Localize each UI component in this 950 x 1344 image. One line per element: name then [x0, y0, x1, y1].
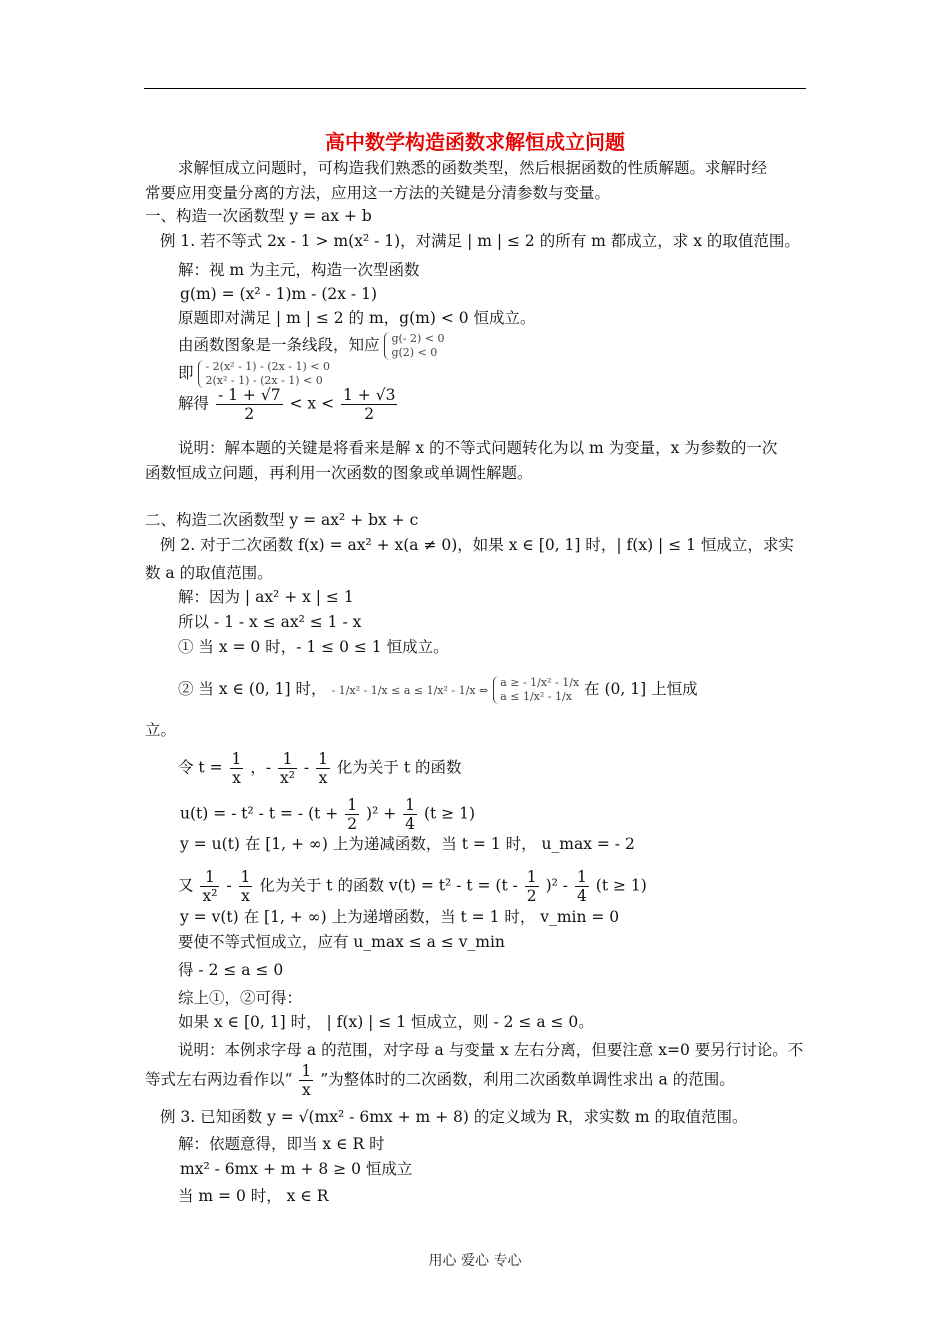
- fraction-denominator: x: [301, 1081, 311, 1099]
- fraction-denominator: x: [318, 769, 328, 787]
- text-segment: 化为关于 t 的函数: [336, 758, 462, 777]
- note-2-line-1: 说明：本例求字母 a 的范围，对字母 a 与变量 x 左右分离，但要注意 x=0 要另行讨论。不: [178, 1041, 804, 1059]
- fraction-upper-bound: [341, 386, 397, 423]
- fraction-denominator: 2: [526, 887, 537, 905]
- solution-2-line-1: 解：因为 | ax² + x | ≤ 1: [178, 588, 354, 606]
- fraction-denominator: 2: [347, 815, 358, 833]
- result-middle: < x <: [289, 394, 335, 413]
- solution-2-line-3: ① 当 x = 0 时，- 1 ≤ 0 ≤ 1 恒成立。: [178, 638, 449, 656]
- fraction-numerator: 1: [318, 750, 328, 768]
- text-segment: (t ≥ 1): [423, 804, 475, 823]
- solution-1-line-1: 解：视 m 为主元，构造一次型函数: [178, 261, 420, 279]
- fraction-denominator: 4: [576, 887, 587, 905]
- fraction-numerator: 1: [231, 750, 242, 768]
- fraction-numerator: 1: [526, 868, 537, 886]
- solution-1-line-4: [178, 332, 445, 360]
- solution-2-line-8: y = u(t) 在 [1, + ∞) 上为递减函数，当 t = 1 时， u_max = - 2: [180, 835, 635, 853]
- solution-1-line-2: g(m) = (x² - 1)m - (2x - 1): [180, 285, 377, 303]
- system-brace-2: [198, 360, 330, 388]
- fraction: [239, 868, 253, 905]
- fraction: [200, 868, 219, 905]
- example-1: 例 1. 若不等式 2x - 1 > m(x² - 1)，对满足 | m | ≤ 2 的所有 m 都成立，求 x 的取值范围。: [160, 232, 800, 250]
- system-1-row-b: g(2) < 0: [391, 346, 438, 359]
- solution-2-line-5: 立。: [145, 721, 177, 739]
- page-footer: 用心 爱心 专心: [428, 1253, 522, 1269]
- solution-1-line-4-text: 由函数图象是一条线段，知应: [178, 336, 380, 354]
- intro-line-2: 常要应用变量分离的方法，应用这一方法的关键是分清参数与变量。: [145, 184, 611, 202]
- case-2-inequality: - 1/x² - 1/x ≤ a ≤ 1/x² - 1/x ⇔: [331, 684, 489, 697]
- solution-2-line-13: 综上①，②可得：: [178, 989, 303, 1007]
- fraction: [403, 796, 417, 833]
- fraction-numerator: - 1 + √7: [217, 386, 281, 404]
- fraction-denominator: 4: [405, 815, 416, 833]
- solution-1-line-3: 原题即对满足 | m | ≤ 2 的 m，g(m) < 0 恒成立。: [178, 309, 536, 327]
- solution-3-line-3: 当 m = 0 时， x ∈ R: [178, 1187, 329, 1205]
- system-2-row-b: 2(x² - 1) - (2x - 1) < 0: [205, 374, 323, 387]
- solution-3-line-2: mx² - 6mx + m + 8 ≥ 0 恒成立: [180, 1160, 413, 1178]
- system-3-row-a: a ≥ - 1/x² - 1/x: [500, 676, 580, 689]
- system-brace-3: [493, 676, 579, 704]
- system-2-row-a: - 2(x² - 1) - (2x - 1) < 0: [205, 360, 330, 373]
- intro-line-1: 求解恒成立问题时，可构造我们熟悉的函数类型，然后根据函数的性质解题。求解时经: [178, 159, 768, 177]
- example-3: 例 3. 已知函数 y = √(mx² - 6mx + m + 8) 的定义域为 R，求实数 m 的取值范围。: [160, 1108, 748, 1126]
- solution-1-result: [178, 386, 399, 423]
- system-1-row-a: g(- 2) < 0: [391, 332, 445, 345]
- system-brace-1: [384, 332, 444, 360]
- solution-2-substitution: [178, 750, 462, 787]
- page-title: 高中数学构造函数求解恒成立问题: [325, 130, 625, 154]
- solution-3-line-1: 解：依题意得，即当 x ∈ R 时: [178, 1135, 385, 1153]
- fraction-numerator: 1: [301, 1062, 312, 1080]
- fraction: [345, 796, 359, 833]
- text-segment: (t ≥ 1): [595, 876, 647, 895]
- fraction: [230, 750, 244, 787]
- text-segment: )² +: [366, 804, 397, 823]
- note-2-line-2: [145, 1062, 735, 1099]
- fraction-numerator: 1: [200, 868, 219, 887]
- text-segment: )² -: [545, 876, 569, 895]
- solution-1-line-5: [178, 360, 330, 388]
- result-prefix: 解得: [178, 394, 210, 413]
- solution-1-line-5-text: 即: [178, 364, 194, 382]
- fraction: [525, 868, 539, 905]
- header-rule: [144, 88, 806, 89]
- fraction-numerator: 1: [347, 796, 358, 814]
- fraction-denominator: x: [241, 887, 250, 905]
- solution-2-line-11: 要使不等式恒成立，应有 u_max ≤ a ≤ v_min: [178, 933, 505, 951]
- fraction: [278, 750, 297, 787]
- note-1-line-2: 函数恒成立问题，再利用一次函数的图象或单调性解题。: [145, 464, 533, 482]
- case-2-prefix: ② 当 x ∈ (0, 1] 时，: [178, 680, 327, 698]
- system-3-row-b: a ≤ 1/x² - 1/x: [500, 690, 572, 703]
- fraction-denominator: x: [232, 769, 241, 787]
- solution-2-line-12: 得 - 2 ≤ a ≤ 0: [178, 961, 284, 979]
- fraction-denominator: x²: [280, 769, 295, 787]
- text-segment: -: [303, 758, 310, 777]
- text-segment: ，-: [250, 758, 272, 777]
- case-2-suffix: 在 (0, 1] 上恒成: [584, 680, 698, 698]
- solution-2-conclusion: 如果 x ∈ [0, 1] 时， | f(x) | ≤ 1 恒成立，则 - 2 ≤ a ≤ 0。: [178, 1013, 594, 1031]
- fraction-numerator: 1: [405, 796, 416, 814]
- note-1-line-1: 说明：解本题的关键是将看来是解 x 的不等式问题转化为以 m 为变量，x 为参数的一次: [178, 439, 778, 457]
- solution-2-u-function: [180, 796, 475, 833]
- text-segment: u(t) = - t² - t = - (t +: [180, 804, 339, 823]
- example-2-line-2: 数 a 的取值范围。: [145, 564, 273, 582]
- text-segment: ”为整体时的二次函数，利用二次函数单调性求出 a 的范围。: [320, 1070, 735, 1089]
- solution-2-line-10: y = v(t) 在 [1, + ∞) 上为递增函数，当 t = 1 时， v_min = 0: [180, 908, 620, 926]
- fraction-lower-bound: [216, 386, 283, 423]
- fraction-numerator: 1 + √3: [343, 386, 396, 404]
- fraction-denominator: x²: [202, 887, 218, 905]
- text-segment: 化为关于 t 的函数 v(t) = t² - t = (t -: [259, 876, 518, 895]
- fraction-numerator: 1: [278, 750, 297, 769]
- solution-2-line-2: 所以 - 1 - x ≤ ax² ≤ 1 - x: [178, 613, 362, 631]
- example-2-line-1: 例 2. 对于二次函数 f(x) = ax² + x(a ≠ 0)，如果 x ∈ [0, 1] 时，| f(x) | ≤ 1 恒成立，求实: [160, 536, 794, 554]
- fraction-denominator: 2: [244, 405, 255, 423]
- section-1-heading: 一、构造一次函数型 y = ax + b: [145, 207, 372, 225]
- fraction-numerator: 1: [576, 868, 587, 886]
- text-segment: 又: [178, 876, 194, 895]
- fraction: [299, 1062, 313, 1099]
- solution-2-v-function: [178, 868, 647, 905]
- section-2-heading: 二、构造二次函数型 y = ax² + bx + c: [145, 511, 419, 529]
- text-segment: 等式左右两边看作以“: [145, 1070, 293, 1089]
- fraction: [316, 750, 330, 787]
- text-segment: 令 t =: [178, 758, 223, 777]
- fraction-denominator: 2: [364, 405, 375, 423]
- fraction: [575, 868, 589, 905]
- fraction-numerator: 1: [240, 868, 251, 886]
- solution-2-line-4: [178, 676, 698, 704]
- text-segment: -: [226, 876, 232, 895]
